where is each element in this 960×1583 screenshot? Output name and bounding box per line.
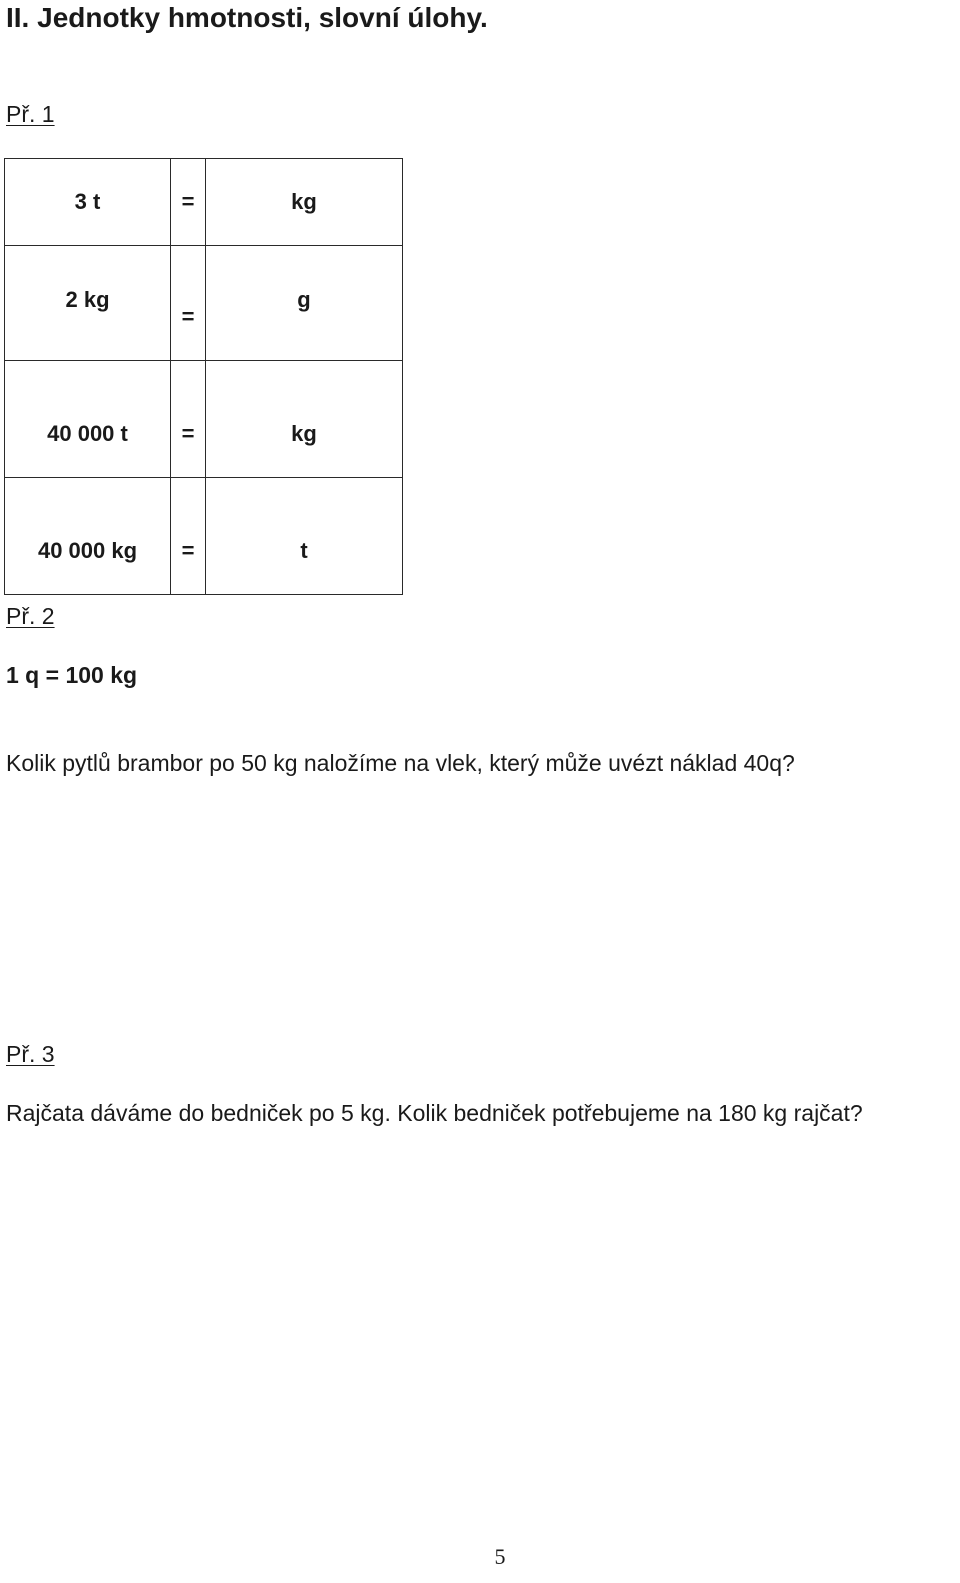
exercise-1-label: Př. 1 [6, 101, 55, 127]
quantity-cell: 2 kg [5, 246, 171, 361]
exercise-2-label: Př. 2 [6, 603, 55, 629]
equals-cell: = [171, 361, 206, 478]
answer-unit-cell: kg [206, 159, 403, 246]
quantity-cell: 3 t [5, 159, 171, 246]
equals-cell: = [171, 478, 206, 595]
equals-cell: = [171, 246, 206, 361]
page-number: 5 [494, 1544, 506, 1569]
exercise-3-task: Rajčata dáváme do bedniček po 5 kg. Kolik bedniček potřebujeme na 180 kg rajčat? [6, 1100, 863, 1126]
table-row [5, 246, 403, 361]
unit-definition: 1 q = 100 kg [6, 662, 138, 688]
exercise-3-label: Př. 3 [6, 1041, 55, 1067]
page-title: II. Jednotky hmotnosti, slovní úlohy. [6, 2, 488, 33]
unit-conversion-table [4, 158, 403, 595]
answer-unit-cell: t [206, 478, 403, 595]
answer-unit-cell: kg [206, 361, 403, 478]
equals-cell: = [171, 159, 206, 246]
answer-unit-cell: g [206, 246, 403, 361]
quantity-cell: 40 000 kg [5, 478, 171, 595]
table-row [5, 361, 403, 478]
quantity-cell: 40 000 t [5, 361, 171, 478]
table-row [5, 159, 403, 246]
exercise-2-task: Kolik pytlů brambor po 50 kg naložíme na vlek, který může uvézt náklad 40q? [6, 750, 795, 776]
table-row [5, 478, 403, 595]
